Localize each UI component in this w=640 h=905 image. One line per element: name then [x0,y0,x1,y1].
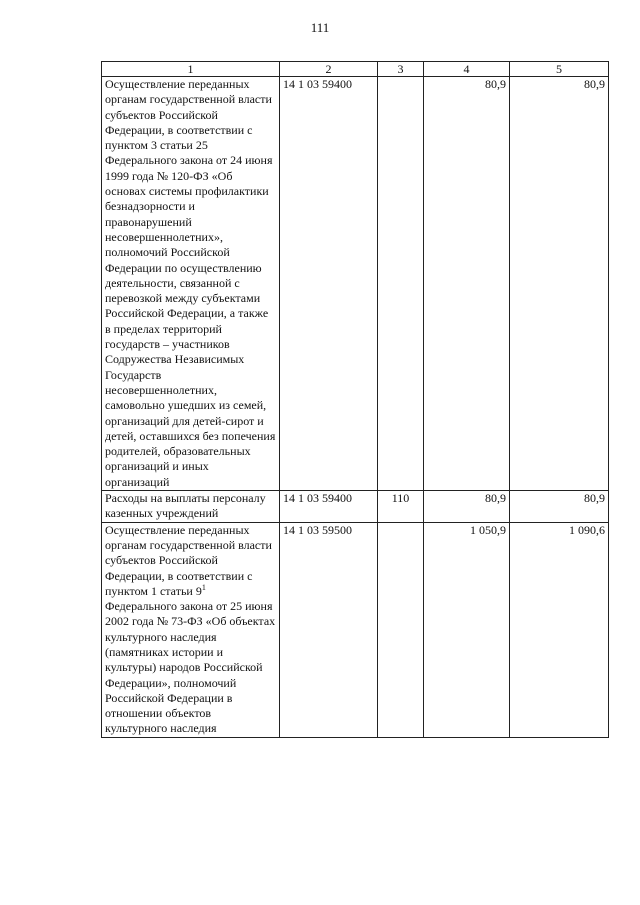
budget-table [101,61,609,738]
row-description: Расходы на выплаты персоналу казенных учреждений [102,491,280,523]
row-expense-type [378,77,424,491]
article-superscript: 1 [201,582,206,592]
row-amount-year-2: 80,9 [510,77,609,491]
row-target-code: 14 1 03 59500 [280,522,378,737]
table-header-row [102,62,609,77]
row-description: Осуществление переданных органам государственной власти субъектов Российской Федерации, в соответствии с пунктом 3 статьи 25 Федерального закона от 24 июня 1999 года № 120-ФЗ «Об основах системы профилактики безнадзорности и правонарушений несовершеннолетних», полномочий Российской Федерации по осуществлению деятельности, связанной с перевозкой между субъектами Российской Федерации, а также в пределах территорий государств – участников Содружества Независимых Государств несовершеннолетних, самовольно ушедших из семей, организаций для детей-сирот и детей, оставшихся без попечения родителей, образовательных организаций и иных организаций [102,77,280,491]
column-header-4: 4 [424,62,510,77]
page-number: 111 [310,20,330,35]
column-header-3: 3 [378,62,424,77]
row-amount-year-2: 80,9 [510,491,609,523]
row-description-part-2: Федерального закона от 25 июня 2002 года № 73-ФЗ «Об объектах культурного наследия (памятниках истории и культуры) народов Российской Федерации», полномочий Российской Федерации в отношении объектов культурного наследия [105,599,276,736]
row-amount-year-2: 1 090,6 [510,522,609,737]
table-row [102,522,609,737]
column-header-1: 1 [102,62,280,77]
row-target-code: 14 1 03 59400 [280,491,378,523]
row-expense-type [378,522,424,737]
column-header-2: 2 [280,62,378,77]
row-amount-year-1: 80,9 [424,491,510,523]
row-description [102,522,280,737]
table-row [102,491,609,523]
row-description-part-1: Осуществление переданных органам государственной власти субъектов Российской Федерации, в соответствии с пунктом 1 статьи 9 [105,522,272,598]
row-amount-year-1: 80,9 [424,77,510,491]
table-row [102,77,609,491]
column-header-5: 5 [510,62,609,77]
row-amount-year-1: 1 050,9 [424,522,510,737]
row-expense-type: 110 [378,491,424,523]
row-target-code: 14 1 03 59400 [280,77,378,491]
